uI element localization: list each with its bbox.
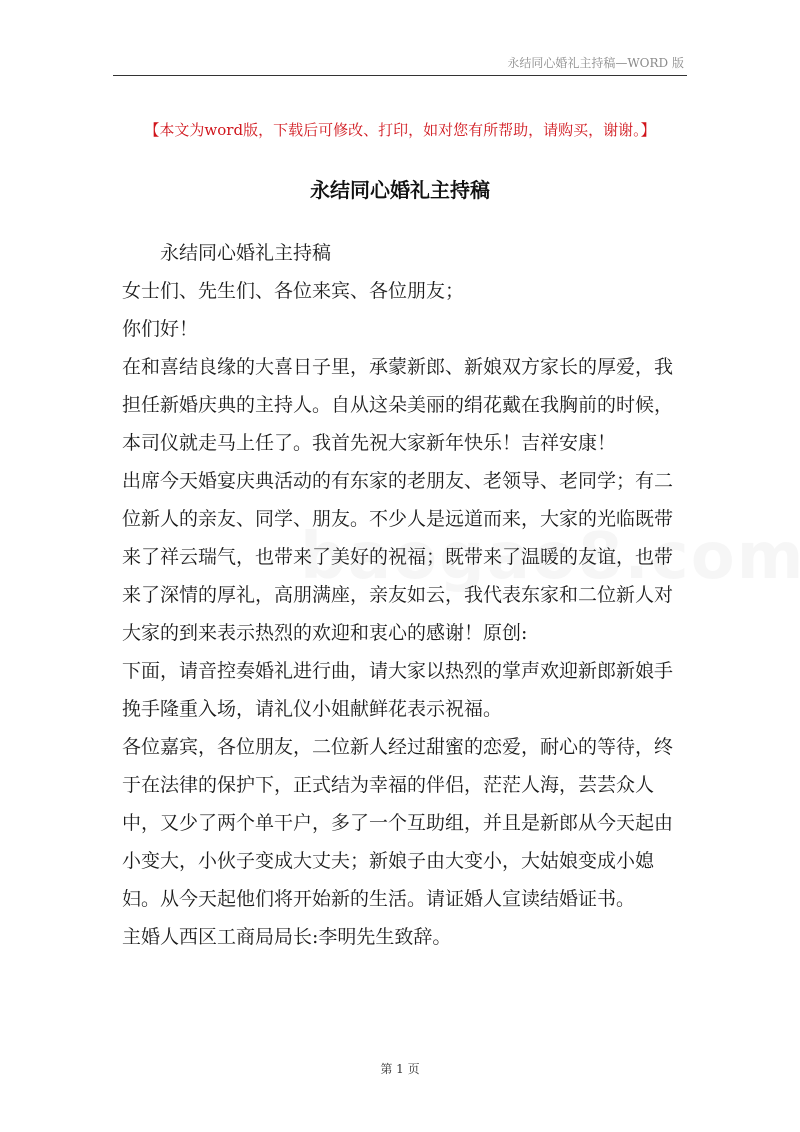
body-paragraph: 下面，请音控奏婚礼进行曲，请大家以热烈的掌声欢迎新郎新娘手挽手隆重入场，请礼仪小姐献鲜花表示祝福。 — [122, 660, 674, 720]
header-divider — [113, 75, 687, 76]
body-subtitle: 永结同心婚礼主持稿 — [160, 242, 332, 264]
document-body — [122, 234, 688, 956]
purchase-notice: 【本文为word版，下载后可修改、打印，如对您有所帮助，请购买，谢谢。】 — [144, 121, 656, 139]
body-paragraph: 各位嘉宾，各位朋友，二位新人经过甜蜜的恋爱，耐心的等待，终于在法律的保护下，正式结为幸福的伴侣，茫茫人海，芸芸众人中，又少了两个单干户，多了一个互助组，并且是新郎从今天起由小变大，小伙子变成大丈夫；新娘子由大变小，大姑娘变成小媳妇。从今天起他们将开始新的生活。请证婚人宣读结婚证书。 — [122, 736, 674, 910]
salutation-paragraph: 女士们、先生们、各位来宾、各位朋友； — [122, 280, 465, 302]
running-header: 永结同心婚礼主持稿—WORD 版 — [507, 56, 684, 70]
page-number: 第 1 页 — [380, 1062, 420, 1076]
body-paragraph: 出席今天婚宴庆典活动的有东家的老朋友、老领导、老同学；有二位新人的亲友、同学、朋友。不少人是远道而来，大家的光临既带来了祥云瑞气，也带来了美好的祝福；既带来了温暖的友谊，也带来了深情的厚礼，高朋满座，亲友如云，我代表东家和二位新人对大家的到来表示热烈的欢迎和衷心的感谢！原创: — [122, 470, 674, 644]
greeting-paragraph: 你们好！ — [122, 318, 199, 340]
document-title: 永结同心婚礼主持稿 — [310, 178, 490, 202]
body-paragraph: 在和喜结良缘的大喜日子里，承蒙新郎、新娘双方家长的厚爱，我担任新婚庆典的主持人。自从这朵美丽的绢花戴在我胸前的时候，本司仪就走马上任了。我首先祝大家新年快乐！吉祥安康！ — [122, 356, 674, 454]
body-paragraph: 主婚人西区工商局局长:李明先生致辞。 — [122, 926, 452, 948]
